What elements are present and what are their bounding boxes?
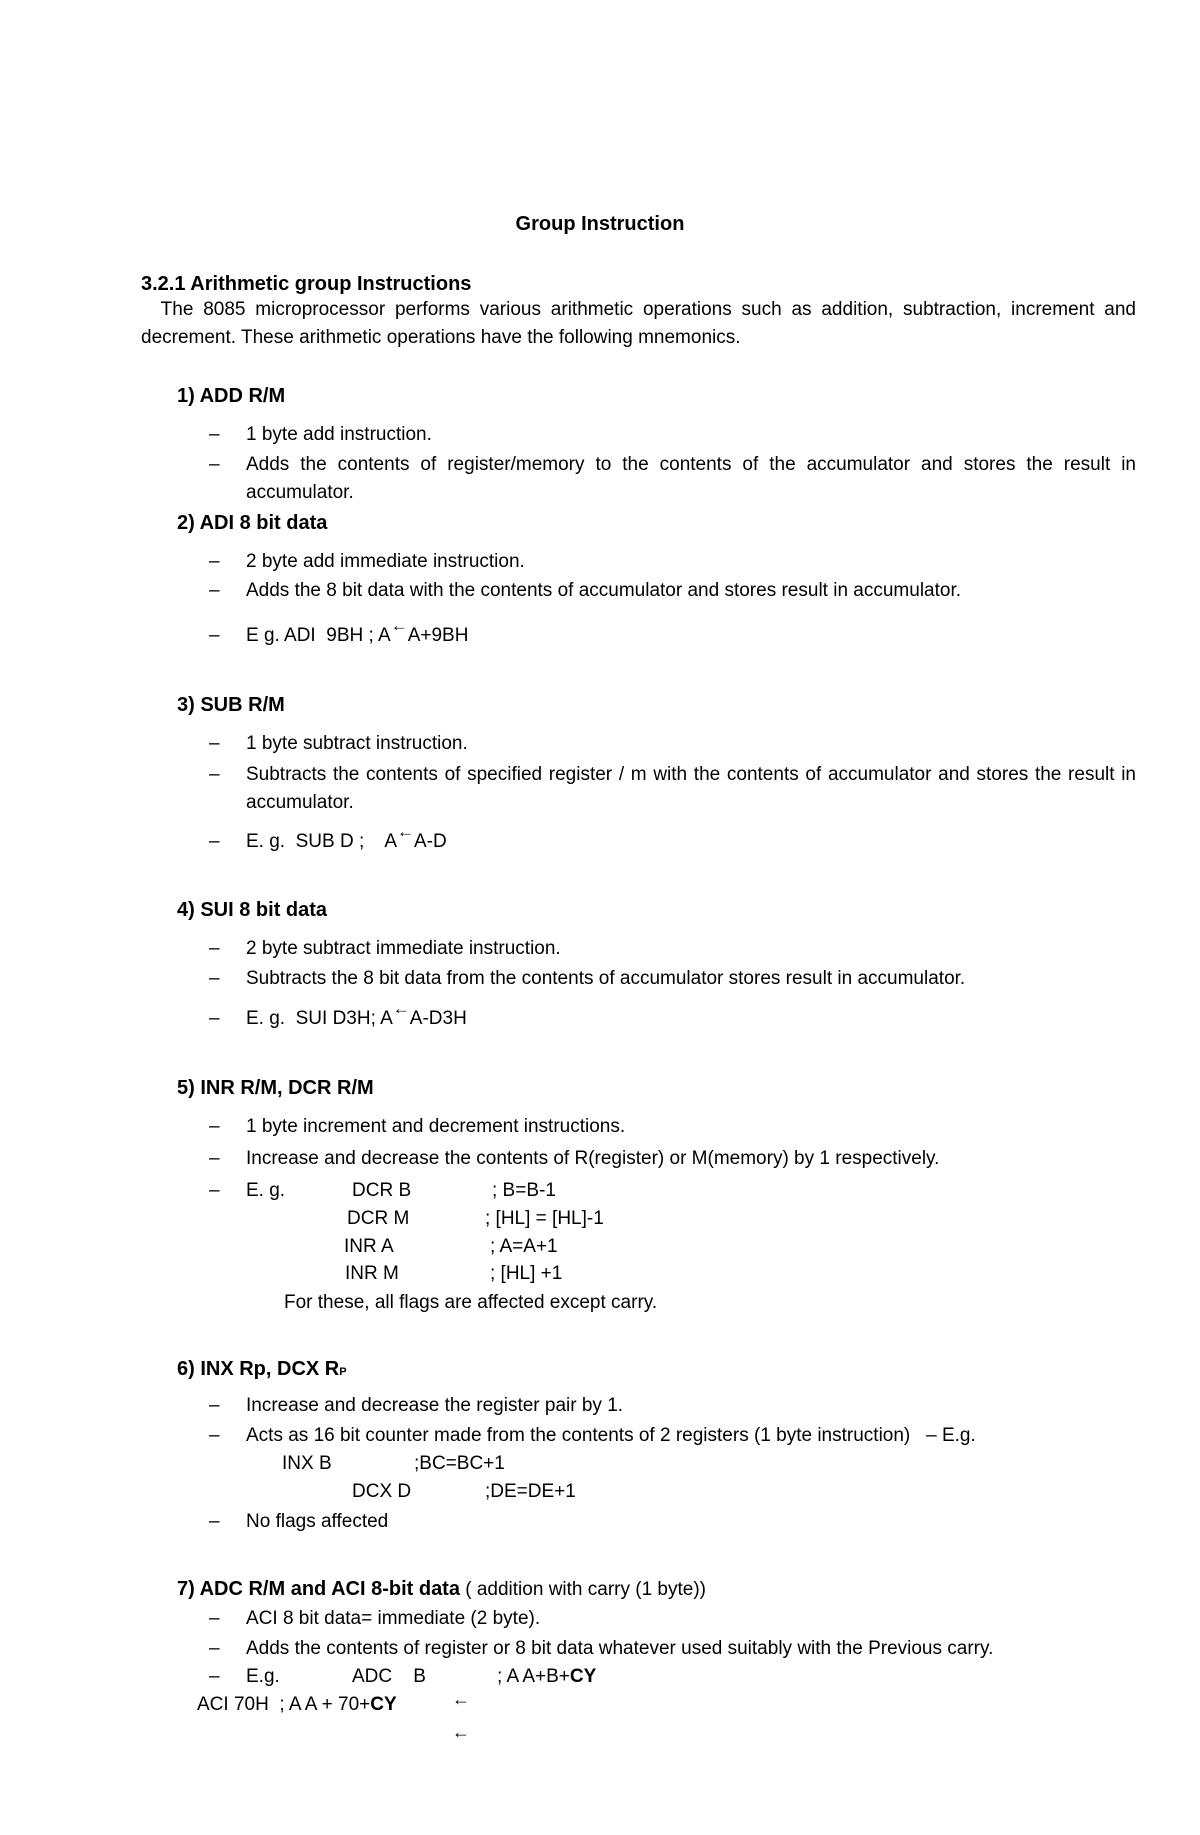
left-arrow-icon: ←: [390, 616, 408, 635]
bullet-dash: –: [209, 968, 220, 989]
bullet-dash: –: [209, 1608, 220, 1629]
inx-bullet-3: No flags affected: [246, 1511, 389, 1532]
heading-inr-dcr: 5) INR R/M, DCR R/M: [177, 1077, 374, 1099]
heading-add: 1) ADD R/M: [177, 385, 286, 407]
bullet-dash: –: [209, 1511, 220, 1532]
sub-bullet-1: 1 byte subtract instruction.: [246, 733, 468, 754]
code-comment: ;BC=BC+1: [414, 1453, 505, 1474]
code-instr: DCR M: [347, 1208, 410, 1229]
add-bullet-2: Adds the contents of register/memory to the contents of the accumulator and stores the result in accumulator.: [246, 454, 1136, 503]
code-comment: ; B=B-1: [492, 1180, 556, 1201]
adc-bullet-2: Adds the contents of register or 8 bit data whatever used suitably with the Previous carry.: [246, 1638, 994, 1659]
code-comment: ;DE=DE+1: [485, 1481, 576, 1502]
code-instr: DCR B: [352, 1180, 412, 1201]
sui-example: E. g. SUI D3H; A←A-D3H: [246, 999, 467, 1029]
page-title: Group Instruction: [515, 213, 685, 235]
code-instr: INX B: [282, 1453, 332, 1474]
bullet-dash: –: [209, 625, 220, 646]
bullet-dash: –: [209, 733, 220, 754]
bullet-dash: –: [209, 831, 220, 852]
intro-paragraph: The 8085 microprocessor performs various arithmetic operations such as addition, subtraction, increment and decrement. These arithmetic operations have the following mnemonics.: [141, 299, 1136, 348]
code-comment: ; [HL] +1: [490, 1263, 563, 1284]
code-instr: ADC B: [352, 1666, 426, 1687]
bullet-dash: –: [209, 1666, 220, 1687]
bullet-dash: –: [209, 1395, 220, 1416]
heading-sub: 3) SUB R/M: [177, 694, 285, 716]
inr-bullet-2: Increase and decrease the contents of R(register) or M(memory) by 1 respectively.: [246, 1148, 940, 1169]
bullet-dash: –: [209, 1180, 220, 1201]
code-comment: ; [HL] = [HL]-1: [485, 1208, 604, 1229]
bullet-dash: –: [209, 424, 220, 445]
bullet-dash: –: [209, 454, 220, 475]
heading-sui: 4) SUI 8 bit data: [177, 899, 328, 921]
sub-example: E. g. SUB D ; A←A-D: [246, 822, 447, 852]
bullet-dash: –: [209, 1008, 220, 1029]
bullet-dash: –: [209, 1148, 220, 1169]
code-comment: ; A A+B+CY: [497, 1666, 597, 1687]
flags-note: For these, all flags are affected except carry.: [284, 1292, 658, 1313]
code-comment: ; A=A+1: [490, 1236, 558, 1257]
left-arrow-icon: ←: [452, 1722, 470, 1742]
left-arrow-icon: ←: [397, 822, 414, 841]
sub-bullet-2: Subtracts the contents of specified register / m with the contents of accumulator and stores the result in accumulator.: [246, 764, 1136, 813]
left-arrow-icon: ←: [392, 999, 410, 1018]
inx-bullet-2: Acts as 16 bit counter made from the contents of 2 registers (1 byte instruction) – E.g.: [246, 1425, 976, 1446]
heading-adc-aci: 7) ADC R/M and ACI 8-bit data ( addition with carry (1 byte)): [177, 1578, 706, 1600]
inr-bullet-1: 1 byte increment and decrement instructions.: [246, 1116, 626, 1137]
adc-eg-label: E.g.: [246, 1666, 280, 1687]
sui-bullet-2: Subtracts the 8 bit data from the contents of accumulator stores result in accumulator.: [246, 968, 966, 989]
code-instr: INR A: [344, 1236, 394, 1257]
inx-bullet-1: Increase and decrease the register pair by 1.: [246, 1395, 624, 1416]
bullet-dash: –: [209, 1638, 220, 1659]
aci-example: ACI 70H ; A A + 70+CY: [197, 1694, 397, 1715]
bullet-dash: –: [209, 938, 220, 959]
adc-bullet-1: ACI 8 bit data= immediate (2 byte).: [246, 1608, 541, 1629]
adi-bullet-1: 2 byte add immediate instruction.: [246, 551, 525, 572]
sui-bullet-1: 2 byte subtract immediate instruction.: [246, 938, 561, 959]
code-instr: INR M: [345, 1263, 399, 1284]
code-instr: DCX D: [352, 1481, 412, 1502]
add-bullet-1: 1 byte add instruction.: [246, 424, 432, 445]
bullet-dash: –: [209, 1425, 220, 1446]
heading-adi: 2) ADI 8 bit data: [177, 512, 328, 534]
left-arrow-icon: ←: [452, 1689, 470, 1709]
adi-example: E g. ADI 9BH ; A←A+9BH: [246, 616, 469, 646]
bullet-dash: –: [209, 764, 220, 785]
section-heading: 3.2.1 Arithmetic group Instructions: [141, 273, 472, 295]
bullet-dash: –: [209, 580, 220, 601]
bullet-dash: –: [209, 1116, 220, 1137]
heading-inx-dcx: 6) INX Rp, DCX RP: [177, 1358, 347, 1380]
bullet-dash: –: [209, 551, 220, 572]
inr-eg-label: E. g.: [246, 1180, 286, 1201]
adi-bullet-2: Adds the 8 bit data with the contents of accumulator and stores result in accumulator.: [246, 580, 962, 601]
